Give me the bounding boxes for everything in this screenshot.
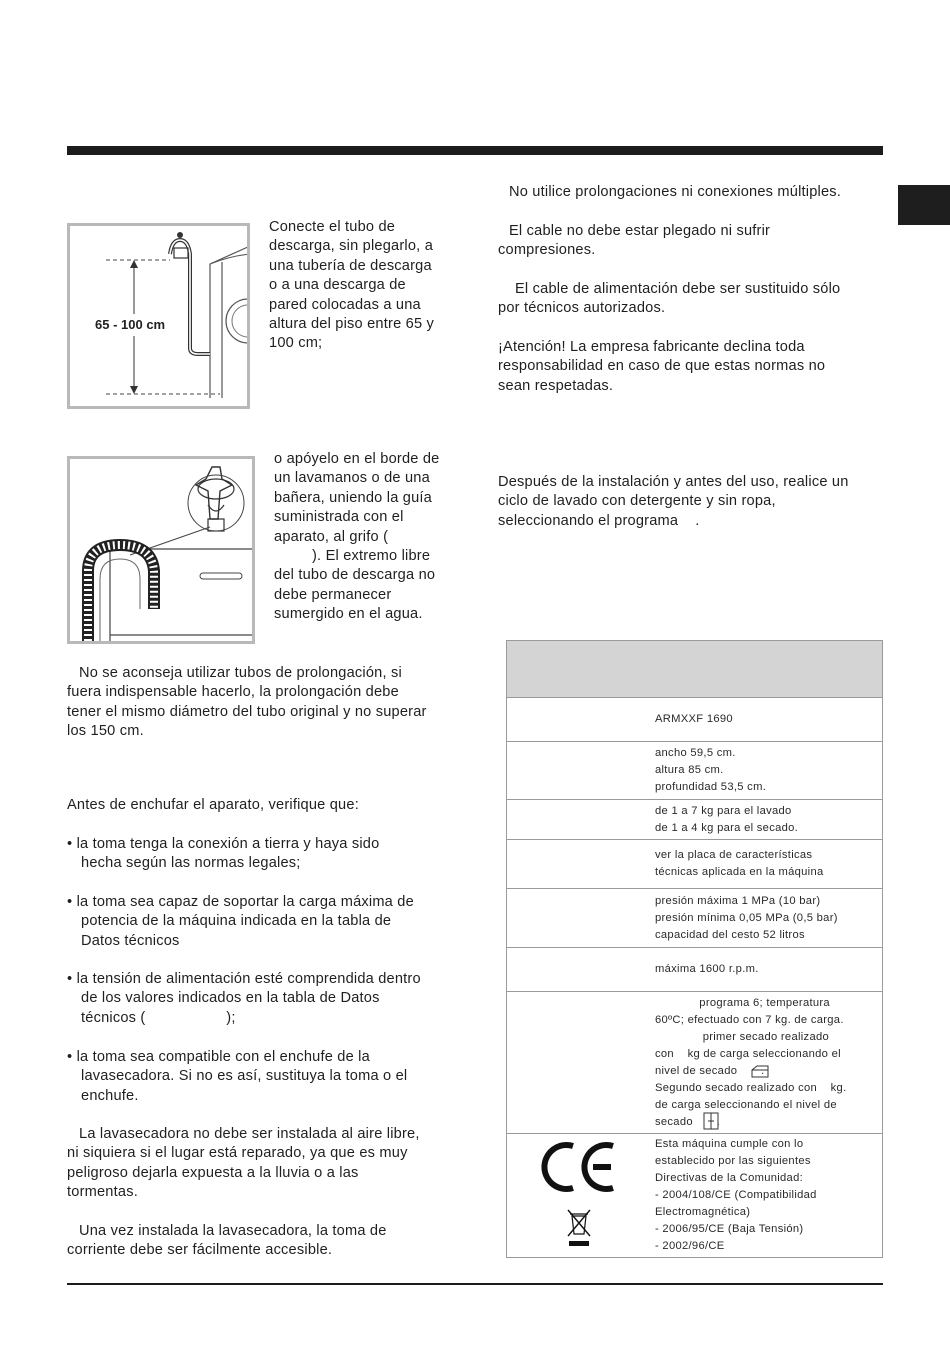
test-program-line: [655, 1063, 882, 1080]
text-line: tormentas.: [67, 1184, 138, 1201]
drain-instructions: [269, 218, 449, 354]
text-line: del tubo de descarga no: [274, 567, 436, 584]
text-line: debe permanecer: [274, 586, 392, 603]
dimension-value: ancho 59,5 cm.: [655, 747, 736, 759]
test-program-value: Segundo secado realizado con kg.: [655, 1081, 847, 1094]
electrical-intro: Antes de enchufar el aparato, verifique que:: [67, 797, 359, 813]
text-line: Datos técnicos: [81, 932, 180, 949]
text-line: los 150 cm.: [67, 723, 144, 740]
text-line: descarga, sin plegarlo, a: [269, 238, 434, 255]
drain-height-figure: [67, 223, 250, 409]
test-program-value: programa 6; temperatura: [655, 996, 830, 1009]
bullet-item: [67, 835, 457, 874]
text-line: • la toma sea compatible con el enchufe de la: [67, 1049, 370, 1065]
test-program-value: primer secado realizado: [655, 1030, 830, 1043]
text-line: enchufe.: [81, 1087, 139, 1104]
sink-instructions: [274, 450, 454, 625]
row-value-cell: [655, 948, 883, 992]
compliance-value: Directivas de la Comunidad:: [655, 1172, 804, 1184]
text-line: sean respetadas.: [498, 377, 614, 394]
text-line: potencia de la máquina indicada en la tabla de: [81, 913, 392, 930]
compliance-marks-cell: [507, 1134, 656, 1258]
text-line: peligroso dejarla expuesta a la lluvia o a las: [67, 1164, 359, 1181]
right-paragraph-2: [498, 222, 883, 261]
text-line: La lavasecadora no debe ser instalada al aire libre,: [79, 1126, 420, 1142]
dimension-value: profundidad 53,5 cm.: [655, 781, 767, 793]
text-line: ¡Atención! La empresa fabricante declina toda: [498, 339, 805, 355]
text-line: • la toma tenga la conexión a tierra y haya sido: [67, 836, 380, 852]
text-line: compresiones.: [498, 242, 596, 259]
compliance-value: - 2006/95/CE (Baja Tensión): [655, 1223, 804, 1235]
text-line: Después de la instalación y antes del uso, realice un: [498, 474, 849, 490]
section-tab-marker: [898, 185, 950, 225]
text-line: • la tensión de alimentación esté comprendida dentro: [67, 971, 421, 987]
table-row: [507, 992, 883, 1134]
row-value-cell: [655, 742, 883, 800]
text-line: pared colocadas a una: [269, 296, 421, 313]
water-value: presión máxima 1 MPa (10 bar): [655, 894, 821, 907]
text-line: ). El extremo libre: [312, 548, 431, 565]
text-line: fuera indispensable hacerlo, la prolongación debe: [67, 684, 399, 701]
capacity-value: de 1 a 4 kg para el secado.: [655, 821, 799, 834]
text-line: altura del piso entre 65 y: [269, 316, 435, 333]
row-label-cell: [507, 889, 656, 948]
text-line: tener el mismo diámetro del tubo original y no superar: [67, 703, 427, 720]
text-line: • la toma sea capaz de soportar la carga máxima de: [67, 894, 414, 910]
right-paragraph-1: [498, 183, 883, 202]
test-program-line: [655, 1114, 882, 1131]
row-label-cell: [507, 840, 656, 889]
text-line: o a una descarga de: [269, 277, 406, 294]
compliance-value: - 2002/96/CE: [655, 1240, 725, 1252]
model-value: ARMXXF 1690: [655, 713, 733, 725]
outdoor-paragraph: [67, 1125, 457, 1203]
table-row: [507, 889, 883, 948]
test-program-value: secado .: [655, 1115, 721, 1128]
text-line: No utilice prolongaciones ni conexiones múltiples.: [509, 184, 842, 200]
text-line: 100 cm;: [269, 335, 323, 352]
capacity-value: de 1 a 7 kg para el lavado: [655, 804, 792, 817]
first-wash-paragraph: [498, 473, 883, 531]
test-program-value: 60ºC; efectuado con 7 kg. de carga.: [655, 1013, 844, 1026]
text-line: de los valores indicados en la tabla de Datos: [81, 990, 380, 1007]
drain-height-label: 65 - 100 cm: [95, 317, 166, 332]
row-value-cell: [655, 1134, 883, 1258]
row-label-cell: [507, 948, 656, 992]
text-line: técnicos ( );: [81, 1009, 236, 1026]
water-value: presión mínima 0,05 MPa (0,5 bar): [655, 911, 838, 924]
table-header-cell: [507, 641, 883, 698]
test-program-value: con kg de carga seleccionando el: [655, 1047, 841, 1060]
water-value: capacidad del cesto 52 litros: [655, 928, 805, 941]
cupboard-dry-icon: [703, 1112, 719, 1130]
table-row: [507, 840, 883, 889]
row-value-cell: [655, 800, 883, 840]
text-line: ni siquiera si el lugar está reparado, ya que es muy: [67, 1145, 408, 1162]
text-line: El cable no debe estar plegado ni sufrir: [509, 223, 771, 239]
electrical-value: ver la placa de características: [655, 849, 813, 861]
right-paragraph-3: [498, 280, 883, 319]
text-line: una tubería de descarga: [269, 257, 432, 274]
dry-level-icon: [751, 1065, 769, 1078]
text-line: o apóyelo en el borde de: [274, 451, 440, 467]
table-row: [507, 800, 883, 840]
text-line: responsabilidad en caso de que estas normas no: [498, 358, 826, 375]
text-line: Una vez instalada la lavasecadora, la toma de: [79, 1223, 387, 1239]
text-line: El cable de alimentación debe ser sustituido sólo: [515, 281, 841, 297]
text-line: lavasecadora. Si no es así, sustituya la toma o el: [81, 1068, 408, 1085]
text-line: bañera, uniendo la guía: [274, 489, 432, 506]
text-line: por técnicos autorizados.: [498, 300, 666, 317]
test-program-value: nivel de secado .: [655, 1064, 765, 1077]
compliance-value: Electromagnética): [655, 1206, 751, 1218]
text-line: hecha según las normas legales;: [81, 855, 301, 872]
row-value-cell: [655, 840, 883, 889]
dimension-value: altura 85 cm.: [655, 764, 724, 776]
ce-mark-icon: [541, 1140, 617, 1194]
sink-hose-figure: [67, 456, 255, 644]
row-label-cell: [507, 800, 656, 840]
electrical-value: técnicas aplicada en la máquina: [655, 866, 824, 878]
compliance-value: Esta máquina cumple con lo: [655, 1138, 804, 1150]
access-paragraph: [67, 1222, 457, 1261]
row-value-cell: [655, 992, 883, 1134]
text-line: seleccionando el programa .: [498, 512, 700, 529]
text-line: Conecte el tubo de: [269, 219, 396, 235]
row-label-cell: [507, 698, 656, 742]
row-label-cell: [507, 742, 656, 800]
attention-paragraph: [498, 338, 883, 396]
bullet-item: [67, 1048, 457, 1106]
row-value-cell: [655, 698, 883, 742]
table-row: [507, 948, 883, 992]
text-line: sumergido en el agua.: [274, 606, 423, 623]
text-line: suministrada con el: [274, 509, 404, 526]
spin-value: máxima 1600 r.p.m.: [655, 963, 759, 975]
compliance-value: establecido por las siguientes: [655, 1155, 811, 1167]
header-rule: [67, 146, 883, 155]
extension-paragraph: [67, 664, 457, 742]
table-header-row: [507, 641, 883, 698]
table-row: [507, 742, 883, 800]
text-line: ciclo de lavado con detergente y sin ropa,: [498, 493, 776, 510]
table-row: [507, 698, 883, 742]
table-row: [507, 1134, 883, 1258]
compliance-value: - 2004/108/CE (Compatibilidad: [655, 1189, 817, 1201]
text-line: corriente debe ser fácilmente accesible.: [67, 1242, 333, 1259]
test-program-value: de carga seleccionando el nivel de: [655, 1098, 837, 1111]
footer-rule: [67, 1283, 883, 1285]
text-line: un lavamanos o de una: [274, 470, 430, 487]
bullet-item: [67, 893, 457, 951]
bullet-item: [67, 970, 457, 1028]
technical-data-table: [506, 640, 883, 1258]
text-line: aparato, al grifo (: [274, 528, 389, 545]
text-line: No se aconseja utilizar tubos de prolongación, si: [79, 665, 402, 681]
row-value-cell: [655, 889, 883, 948]
weee-bin-icon: [565, 1208, 593, 1248]
row-label-cell: [507, 992, 656, 1134]
